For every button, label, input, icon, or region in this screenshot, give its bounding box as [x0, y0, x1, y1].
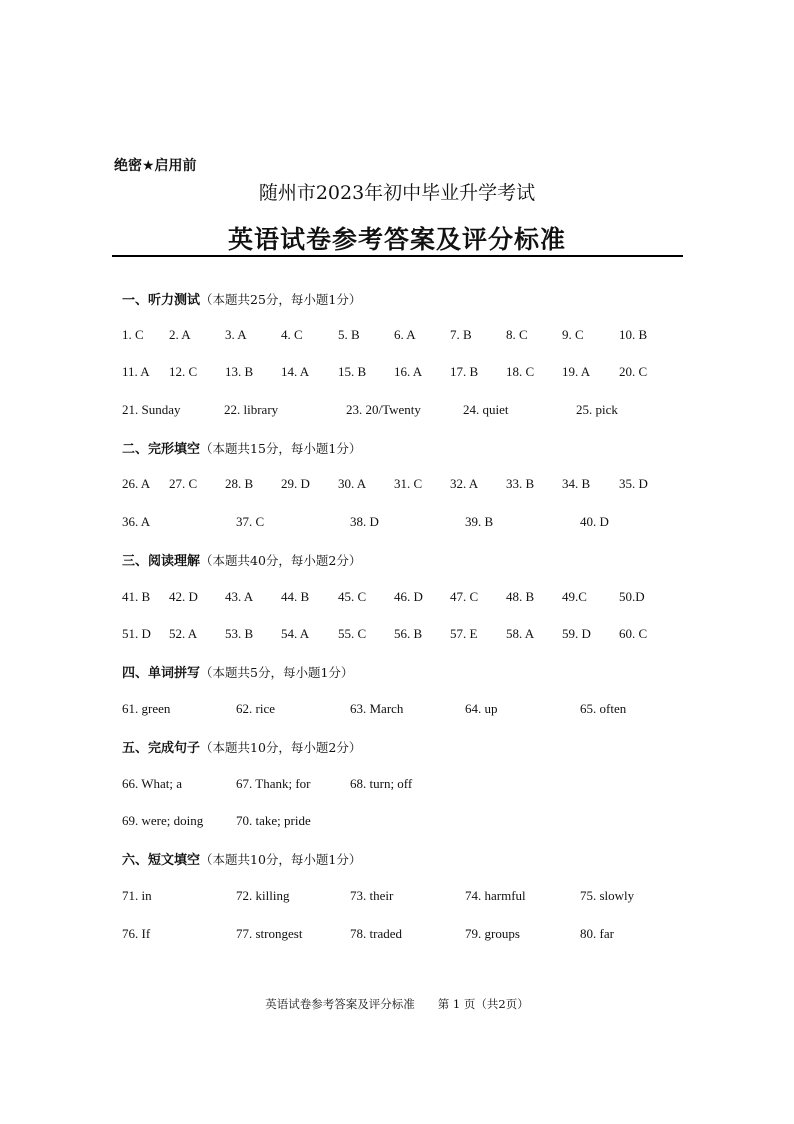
answer-item: 17. B [450, 364, 479, 379]
answer-item: 63. March [350, 701, 404, 716]
section-title: 五、完成句子 [122, 741, 201, 756]
answer-item: 55. C [338, 626, 367, 641]
answer-item: 72. killing [236, 888, 290, 903]
answer-item: 38. D [350, 514, 379, 529]
confidential-mark: 绝密★启用前 [114, 158, 197, 174]
section-note: （本题共25分，每小题1分） [200, 292, 362, 307]
answer-item: 7. B [450, 327, 472, 342]
answer-item: 49.C [562, 589, 587, 604]
answer-item: 65. often [580, 701, 627, 716]
answer-item: 66. What; a [122, 776, 183, 791]
answer-item: 24. quiet [463, 402, 509, 417]
answer-item: 26. A [122, 476, 151, 491]
answer-item: 11. A [122, 364, 150, 379]
answer-item: 46. D [394, 589, 423, 604]
answer-item: 58. A [506, 626, 535, 641]
answer-item: 19. A [562, 364, 591, 379]
answer-item: 3. A [225, 327, 247, 342]
answer-item: 30. A [338, 476, 367, 491]
answer-item: 32. A [450, 476, 479, 491]
answer-item: 37. C [236, 514, 265, 529]
section-heading [122, 550, 361, 569]
answer-item: 10. B [619, 327, 648, 342]
answer-item: 48. B [506, 589, 535, 604]
answer-item: 43. A [225, 589, 254, 604]
answer-item: 57. E [450, 626, 478, 641]
exam-title: 随州市2023年初中毕业升学考试 [258, 182, 536, 204]
answer-item: 74. harmful [465, 888, 526, 903]
answer-item: 52. A [169, 626, 198, 641]
answer-item: 60. C [619, 626, 648, 641]
answer-item: 40. D [580, 514, 609, 529]
answer-item: 73. their [350, 888, 394, 903]
answer-item: 5. B [338, 327, 360, 342]
answer-item: 20. C [619, 364, 648, 379]
section-title: 六、短文填空 [122, 853, 201, 868]
answer-item: 67. Thank; for [236, 776, 311, 791]
answer-item: 76. If [122, 926, 151, 941]
answer-item: 47. C [450, 589, 479, 604]
answer-item: 75. slowly [580, 888, 635, 903]
answer-item: 45. C [338, 589, 367, 604]
answer-item: 56. B [394, 626, 423, 641]
answer-item: 59. D [562, 626, 591, 641]
answer-item: 35. D [619, 476, 648, 491]
answer-item: 22. library [224, 402, 279, 417]
answer-item: 64. up [465, 701, 498, 716]
answer-item: 15. B [338, 364, 367, 379]
answer-item: 18. C [506, 364, 535, 379]
section-note: （本题共15分，每小题1分） [200, 441, 362, 456]
section-title: 一、听力测试 [122, 293, 201, 308]
answer-item: 16. A [394, 364, 423, 379]
answer-item: 9. C [562, 327, 584, 342]
answer-item: 4. C [281, 327, 303, 342]
answer-item: 78. traded [350, 926, 402, 941]
section-heading [122, 662, 353, 681]
answer-item: 1. C [122, 327, 144, 342]
answer-item: 8. C [506, 327, 528, 342]
section-title: 四、单词拼写 [122, 666, 201, 681]
answer-item: 71. in [122, 888, 152, 903]
answer-item: 62. rice [236, 701, 275, 716]
answer-item: 80. far [580, 926, 614, 941]
answer-item: 25. pick [576, 402, 618, 417]
section-heading [122, 289, 361, 308]
answer-item: 61. green [122, 701, 171, 716]
title-divider [112, 255, 683, 257]
answer-item: 44. B [281, 589, 310, 604]
answer-item: 50.D [619, 589, 645, 604]
answer-item: 2. A [169, 327, 191, 342]
answer-item: 69. were; doing [122, 813, 204, 828]
answer-item: 6. A [394, 327, 416, 342]
section-note: （本题共40分，每小题2分） [200, 553, 362, 568]
answer-item: 36. A [122, 514, 151, 529]
answer-item: 23. 20/Twenty [346, 402, 421, 417]
answer-item: 41. B [122, 589, 151, 604]
answer-item: 27. C [169, 476, 198, 491]
answer-item: 39. B [465, 514, 494, 529]
answer-item: 70. take; pride [236, 813, 311, 828]
answer-item: 28. B [225, 476, 254, 491]
answer-item: 13. B [225, 364, 254, 379]
section-note: （本题共10分，每小题1分） [200, 852, 362, 867]
section-note: （本题共5分，每小题1分） [200, 665, 354, 680]
section-heading [122, 737, 361, 756]
section-title: 三、阅读理解 [122, 554, 201, 569]
answer-item: 29. D [281, 476, 310, 491]
section-note: （本题共10分，每小题2分） [200, 740, 362, 755]
answer-item: 68. turn; off [350, 776, 413, 791]
answer-item: 14. A [281, 364, 310, 379]
answer-item: 53. B [225, 626, 254, 641]
answer-item: 34. B [562, 476, 591, 491]
answer-item: 79. groups [465, 926, 520, 941]
answer-item: 54. A [281, 626, 310, 641]
answer-item: 77. strongest [236, 926, 303, 941]
section-heading [122, 849, 361, 868]
section-heading [122, 438, 361, 457]
answer-item: 12. C [169, 364, 198, 379]
page-footer: 英语试卷参考答案及评分标准 第 1 页（共2页） [265, 997, 529, 1011]
answer-item: 51. D [122, 626, 151, 641]
document-title: 英语试卷参考答案及评分标准 [227, 225, 566, 254]
answer-item: 31. C [394, 476, 423, 491]
answer-item: 42. D [169, 589, 198, 604]
answer-item: 33. B [506, 476, 535, 491]
section-title: 二、完形填空 [122, 442, 201, 457]
answer-item: 21. Sunday [122, 402, 181, 417]
